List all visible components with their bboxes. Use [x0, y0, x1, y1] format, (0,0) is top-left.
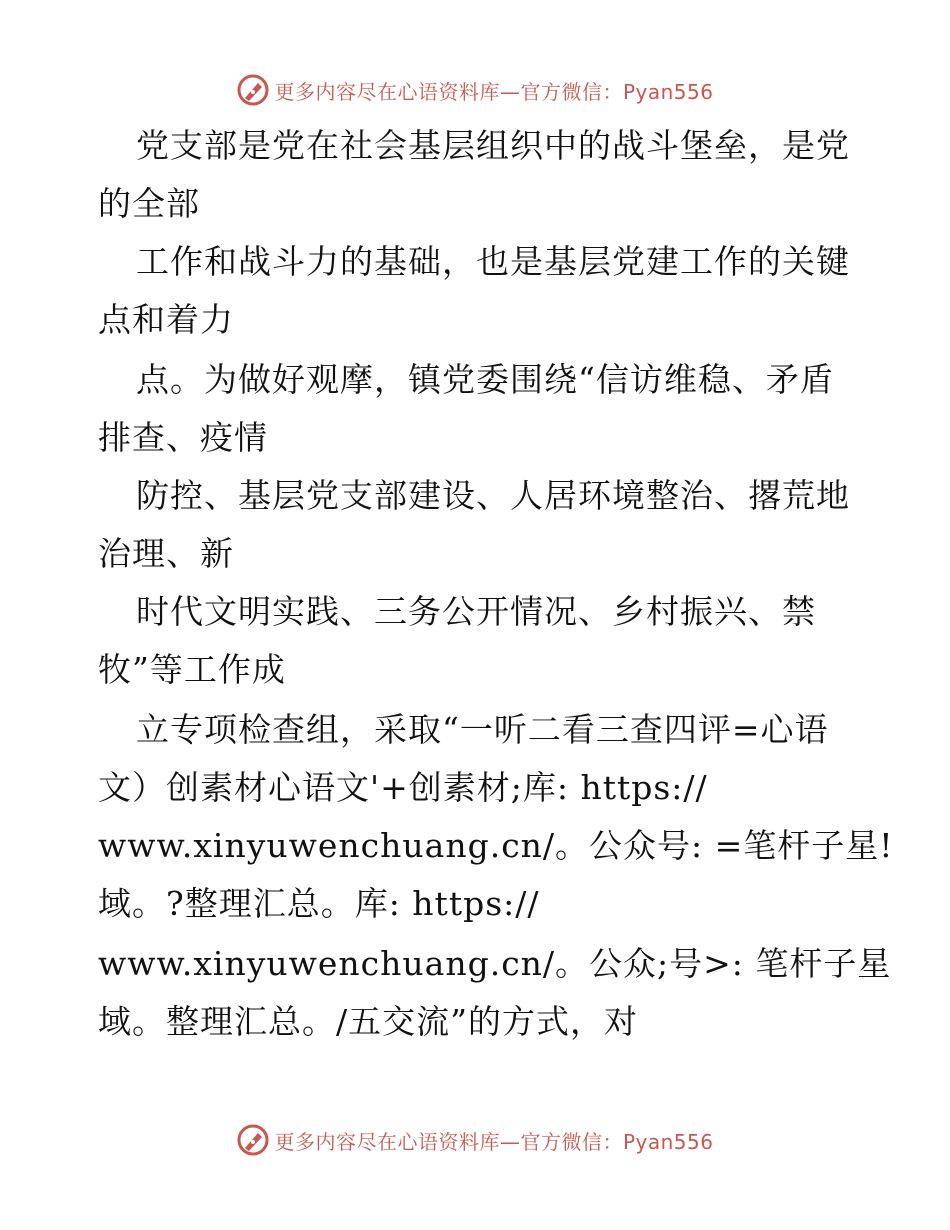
- body-line: 时代文明实践、三务公开情况、乡村振兴、禁: [136, 592, 816, 631]
- body-line: 工作和战斗力的基础，也是基层党建工作的关键: [136, 242, 850, 281]
- body-line: 点。为做好观摩，镇党委围绕“信访维稳、矛盾: [136, 360, 834, 399]
- body-line: 党支部是党在社会基层组织中的战斗堡垒，是党: [136, 126, 850, 165]
- body-line: www.xinyuwenchuang.cn/。公众;号>: 笔杆子星: [98, 944, 892, 983]
- body-line: 域。整理汇总。/五交流”的方式，对: [98, 1002, 638, 1041]
- body-line: www.xinyuwenchuang.cn/。公众号: =笔杆子星!: [98, 826, 894, 865]
- body-line: 点和着力: [98, 300, 234, 339]
- body-line: 立专项检查组，采取“一听二看三查四评=心语: [136, 710, 829, 749]
- banner-text: 更多内容尽在心语资料库—官方微信：Pyan556: [274, 79, 714, 104]
- body-line: 排查、疫情: [98, 418, 268, 457]
- banner-text: 更多内容尽在心语资料库—官方微信：Pyan556: [274, 1129, 714, 1154]
- body-line: 文）创素材心语文'+创素材;库: https://: [98, 768, 708, 807]
- body-line: 治理、新: [98, 534, 234, 573]
- header-banner: [0, 72, 950, 108]
- pen-nib-circle-icon: [236, 1123, 270, 1157]
- body-line: 域。?整理汇总。库: https://: [98, 884, 540, 923]
- pen-nib-circle-icon: [236, 73, 270, 107]
- body-line: 牧”等工作成: [98, 650, 286, 689]
- footer-banner: [0, 1122, 950, 1158]
- body-line: 防控、基层党支部建设、人居环境整治、撂荒地: [136, 476, 850, 515]
- body-line: 的全部: [98, 184, 200, 223]
